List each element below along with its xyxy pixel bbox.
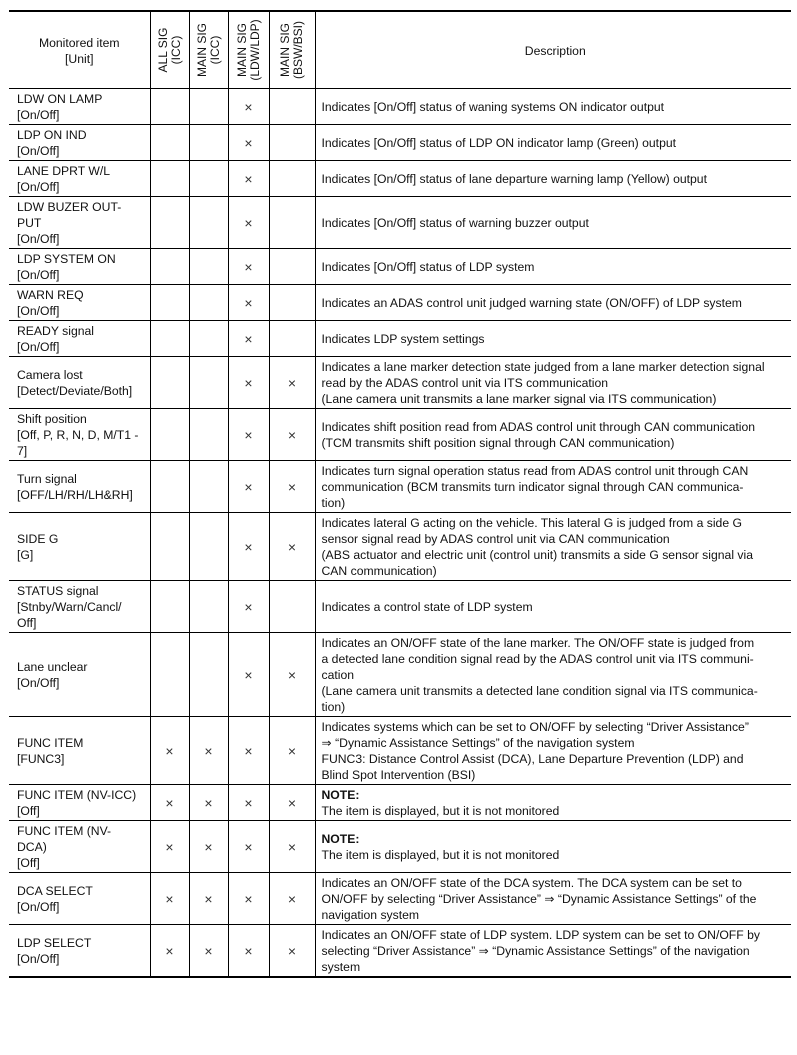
table-body [9,89,791,978]
main-sig-icc-mark [189,461,228,513]
description-text: communication (BCM transmits turn indicator signal through CAN communica- [321,480,744,494]
description-text: Indicates turn signal operation status read from ADAS control unit through CAN [321,464,749,478]
header-col2-line1: MAIN SIG [194,22,209,78]
description-text: FUNC3: Distance Control Assist (DCA), Lane Departure Prevention (LDP) and [321,752,744,766]
monitored-item-text: Turn signal [17,472,77,486]
description-text: The item is displayed, but it is not monitored [321,848,560,862]
table-header-row [9,11,791,89]
main-sig-bsw-bsi-mark [269,249,315,285]
monitored-item-text: [On/Off] [17,676,60,690]
all-sig-icc-mark [150,89,189,125]
header-item-line1: Monitored item [38,35,120,50]
main-sig-ldw-ldp-mark: × [228,249,269,285]
monitored-item-text: 7] [17,444,28,458]
description-text: Indicates lateral G acting on the vehicle. This lateral G is judged from a side G [321,516,742,530]
monitored-item-cell [9,513,150,581]
main-sig-bsw-bsi-mark: × [269,925,315,978]
monitored-item-text: WARN REQ [17,288,84,302]
monitored-item-cell [9,285,150,321]
description-text: Indicates shift position read from ADAS control unit through CAN communication [321,420,756,434]
main-sig-bsw-bsi-mark: × [269,633,315,717]
monitored-item-cell [9,161,150,197]
main-sig-bsw-bsi-mark [269,197,315,249]
all-sig-icc-mark [150,197,189,249]
all-sig-icc-mark [150,581,189,633]
description-cell [315,717,791,785]
description-text: (Lane camera unit transmits a detected lane condition signal via ITS communica- [321,684,758,698]
monitored-item-text: [Off] [17,804,40,818]
table-row [9,285,791,321]
header-description: Description [315,11,791,89]
all-sig-icc-mark [150,513,189,581]
description-cell [315,197,791,249]
table-row [9,513,791,581]
monitored-item-text: [On/Off] [17,232,60,246]
header-main-sig-icc [189,11,228,89]
description-text: Indicates an ON/OFF state of LDP system. LDP system can be set to ON/OFF by [321,928,760,942]
description-text: (ABS actuator and electric unit (control unit) transmits a side G sensor signal via [321,548,753,562]
main-sig-ldw-ldp-mark: × [228,461,269,513]
table-row [9,873,791,925]
description-cell [315,785,791,821]
monitored-item-text: LDW ON LAMP [17,92,103,106]
main-sig-bsw-bsi-mark [269,321,315,357]
main-sig-icc-mark [189,197,228,249]
description-text: (Lane camera unit transmits a lane marker signal via ITS communication) [321,392,717,406]
description-cell [315,633,791,717]
table-row [9,161,791,197]
main-sig-ldw-ldp-mark: × [228,633,269,717]
main-sig-bsw-bsi-mark [269,161,315,197]
monitored-item-text: [Detect/Deviate/Both] [17,384,133,398]
monitored-item-cell [9,717,150,785]
monitored-item-text: [Off] [17,856,40,870]
monitor-item-table [9,10,791,978]
main-sig-icc-mark [189,409,228,461]
monitored-item-text: [Off, P, R, N, D, M/T1 - [17,428,139,442]
monitored-item-cell [9,925,150,978]
monitored-item-text: Camera lost [17,368,83,382]
description-cell [315,285,791,321]
header-main-sig-bsw-bsi [269,11,315,89]
table-row [9,925,791,978]
description-text: Indicates an ON/OFF state of the DCA system. The DCA system can be set to [321,876,742,890]
description-text: cation [321,668,355,682]
note-label: NOTE: [321,788,360,802]
header-col1-line2: (ICC) [168,35,183,65]
description-cell [315,409,791,461]
monitored-item-text: FUNC ITEM [17,736,84,750]
main-sig-bsw-bsi-mark [269,285,315,321]
main-sig-bsw-bsi-mark [269,125,315,161]
description-text: ON/OFF by selecting “Driver Assistance” ⇒ “Dynamic Assistance Settings” of the [321,892,757,906]
all-sig-icc-mark: × [150,785,189,821]
header-col3-line2: (LDW/LDP) [247,19,262,81]
main-sig-bsw-bsi-mark [269,89,315,125]
monitored-item-text: PUT [17,216,42,230]
table-row [9,461,791,513]
header-item-line2: [Unit] [65,51,94,66]
description-text: Indicates an ADAS control unit judged warning state (ON/OFF) of LDP system [321,296,742,310]
description-text: Indicates [On/Off] status of LDP system [321,260,535,274]
main-sig-bsw-bsi-mark: × [269,461,315,513]
monitored-item-cell [9,581,150,633]
table-row [9,197,791,249]
description-text: tion) [321,700,346,714]
all-sig-icc-mark: × [150,925,189,978]
monitored-item-text: Shift position [17,412,87,426]
description-text: (TCM transmits shift position signal through CAN communication) [321,436,675,450]
description-text: Blind Spot Intervention (BSI) [321,768,476,782]
main-sig-bsw-bsi-mark: × [269,513,315,581]
all-sig-icc-mark [150,161,189,197]
description-text: navigation system [321,908,420,922]
monitored-item-text: [On/Off] [17,340,60,354]
description-text: Indicates [On/Off] status of warning buzzer output [321,216,589,230]
description-text: The item is displayed, but it is not monitored [321,804,560,818]
monitored-item-text: [OFF/LH/RH/LH&RH] [17,488,133,502]
table-row [9,785,791,821]
description-cell [315,873,791,925]
description-cell [315,581,791,633]
monitored-item-cell [9,249,150,285]
header-col1-line1: ALL SIG [155,27,170,73]
monitored-item-cell [9,321,150,357]
main-sig-icc-mark: × [189,873,228,925]
table-row [9,89,791,125]
all-sig-icc-mark [150,125,189,161]
monitored-item-text: STATUS signal [17,584,99,598]
table-row [9,357,791,409]
monitored-item-text: [G] [17,548,34,562]
table-row [9,633,791,717]
all-sig-icc-mark [150,321,189,357]
description-cell [315,461,791,513]
main-sig-ldw-ldp-mark: × [228,925,269,978]
all-sig-icc-mark [150,409,189,461]
main-sig-bsw-bsi-mark: × [269,873,315,925]
description-text: Indicates an ON/OFF state of the lane marker. The ON/OFF state is judged from [321,636,755,650]
all-sig-icc-mark [150,357,189,409]
monitored-item-text: [On/Off] [17,952,60,966]
description-text: Indicates [On/Off] status of LDP ON indicator lamp (Green) output [321,136,677,150]
description-cell [315,321,791,357]
monitored-item-text: [On/Off] [17,144,60,158]
main-sig-ldw-ldp-mark: × [228,125,269,161]
description-text: ⇒ “Dynamic Assistance Settings” of the navigation system [321,736,635,750]
monitored-item-text: LDP SYSTEM ON [17,252,116,266]
monitored-item-text: LDP SELECT [17,936,92,950]
monitored-item-cell [9,357,150,409]
main-sig-bsw-bsi-mark: × [269,409,315,461]
description-text: read by the ADAS control unit via ITS communication [321,376,609,390]
main-sig-icc-mark: × [189,925,228,978]
main-sig-bsw-bsi-mark: × [269,821,315,873]
description-text: sensor signal read by ADAS control unit via CAN communication [321,532,670,546]
main-sig-bsw-bsi-mark: × [269,785,315,821]
monitored-item-text: FUNC ITEM (NV- [17,824,112,838]
monitored-item-text: [On/Off] [17,268,60,282]
monitored-item-cell [9,785,150,821]
description-text: Indicates LDP system settings [321,332,485,346]
monitored-item-text: [On/Off] [17,108,60,122]
monitored-item-text: Lane unclear [17,660,88,674]
monitored-item-text: FUNC ITEM (NV-ICC) [17,788,137,802]
description-cell [315,89,791,125]
monitored-item-cell [9,633,150,717]
description-text: CAN communication) [321,564,437,578]
all-sig-icc-mark: × [150,717,189,785]
main-sig-icc-mark [189,321,228,357]
main-sig-ldw-ldp-mark: × [228,285,269,321]
note-label: NOTE: [321,832,360,846]
monitored-item-text: LDP ON IND [17,128,87,142]
header-monitored-item [9,11,150,89]
monitored-item-text: [On/Off] [17,900,60,914]
main-sig-icc-mark [189,581,228,633]
description-text: Indicates [On/Off] status of lane departure warning lamp (Yellow) output [321,172,707,186]
monitored-item-text: LDW BUZER OUT- [17,200,122,214]
header-main-sig-ldw-ldp [228,11,269,89]
main-sig-icc-mark: × [189,717,228,785]
monitored-item-text: Off] [17,616,37,630]
all-sig-icc-mark [150,461,189,513]
main-sig-ldw-ldp-mark: × [228,717,269,785]
monitored-item-cell [9,821,150,873]
all-sig-icc-mark: × [150,873,189,925]
main-sig-ldw-ldp-mark: × [228,785,269,821]
main-sig-ldw-ldp-mark: × [228,513,269,581]
all-sig-icc-mark [150,285,189,321]
main-sig-icc-mark [189,285,228,321]
main-sig-bsw-bsi-mark [269,581,315,633]
main-sig-ldw-ldp-mark: × [228,161,269,197]
monitored-item-cell [9,873,150,925]
monitored-item-text: [On/Off] [17,180,60,194]
description-cell [315,249,791,285]
main-sig-icc-mark: × [189,821,228,873]
main-sig-ldw-ldp-mark: × [228,409,269,461]
all-sig-icc-mark [150,633,189,717]
description-cell [315,125,791,161]
table-row [9,409,791,461]
monitored-item-cell [9,89,150,125]
all-sig-icc-mark [150,249,189,285]
monitored-item-text: [On/Off] [17,304,60,318]
main-sig-ldw-ldp-mark: × [228,821,269,873]
monitored-item-cell [9,125,150,161]
description-text: Indicates a lane marker detection state judged from a lane marker detection signal [321,360,765,374]
main-sig-icc-mark [189,125,228,161]
main-sig-ldw-ldp-mark: × [228,581,269,633]
description-cell [315,925,791,978]
description-cell [315,161,791,197]
table-row [9,717,791,785]
table-row [9,125,791,161]
monitored-item-text: LANE DPRT W/L [17,164,111,178]
monitored-item-text: READY signal [17,324,94,338]
monitored-item-cell [9,409,150,461]
main-sig-bsw-bsi-mark: × [269,357,315,409]
table-row [9,581,791,633]
main-sig-ldw-ldp-mark: × [228,89,269,125]
monitored-item-text: DCA SELECT [17,884,93,898]
header-all-sig-icc [150,11,189,89]
header-col2-line2: (ICC) [207,35,222,65]
main-sig-ldw-ldp-mark: × [228,321,269,357]
description-text: Indicates a control state of LDP system [321,600,533,614]
table-row [9,821,791,873]
description-text: system [321,960,361,974]
description-text: Indicates [On/Off] status of waning systems ON indicator output [321,100,665,114]
header-col4-line1: MAIN SIG [278,22,292,78]
description-cell [315,821,791,873]
description-text: selecting “Driver Assistance” ⇒ “Dynamic Assistance Settings” of the navigation [321,944,750,958]
main-sig-icc-mark [189,89,228,125]
header-col4-line2: (BSW/BSI) [291,20,305,80]
monitored-item-text: [FUNC3] [17,752,65,766]
header-col3-line1: MAIN SIG [234,23,249,78]
monitored-item-text: [Stnby/Warn/Cancl/ [17,600,122,614]
main-sig-ldw-ldp-mark: × [228,357,269,409]
main-sig-ldw-ldp-mark: × [228,197,269,249]
main-sig-icc-mark [189,633,228,717]
main-sig-icc-mark [189,249,228,285]
description-text: Indicates systems which can be set to ON/OFF by selecting “Driver Assistance” [321,720,749,734]
main-sig-ldw-ldp-mark: × [228,873,269,925]
main-sig-icc-mark [189,161,228,197]
table-row [9,321,791,357]
main-sig-icc-mark: × [189,785,228,821]
table-row [9,249,791,285]
description-text: tion) [321,496,346,510]
monitored-item-cell [9,197,150,249]
description-text: a detected lane condition signal read by the ADAS control unit via ITS communi- [321,652,754,666]
monitored-item-cell [9,461,150,513]
monitored-item-text: DCA) [17,840,47,854]
monitored-item-text: SIDE G [17,532,59,546]
all-sig-icc-mark: × [150,821,189,873]
main-sig-icc-mark [189,513,228,581]
description-cell [315,513,791,581]
description-cell [315,357,791,409]
main-sig-bsw-bsi-mark: × [269,717,315,785]
main-sig-icc-mark [189,357,228,409]
